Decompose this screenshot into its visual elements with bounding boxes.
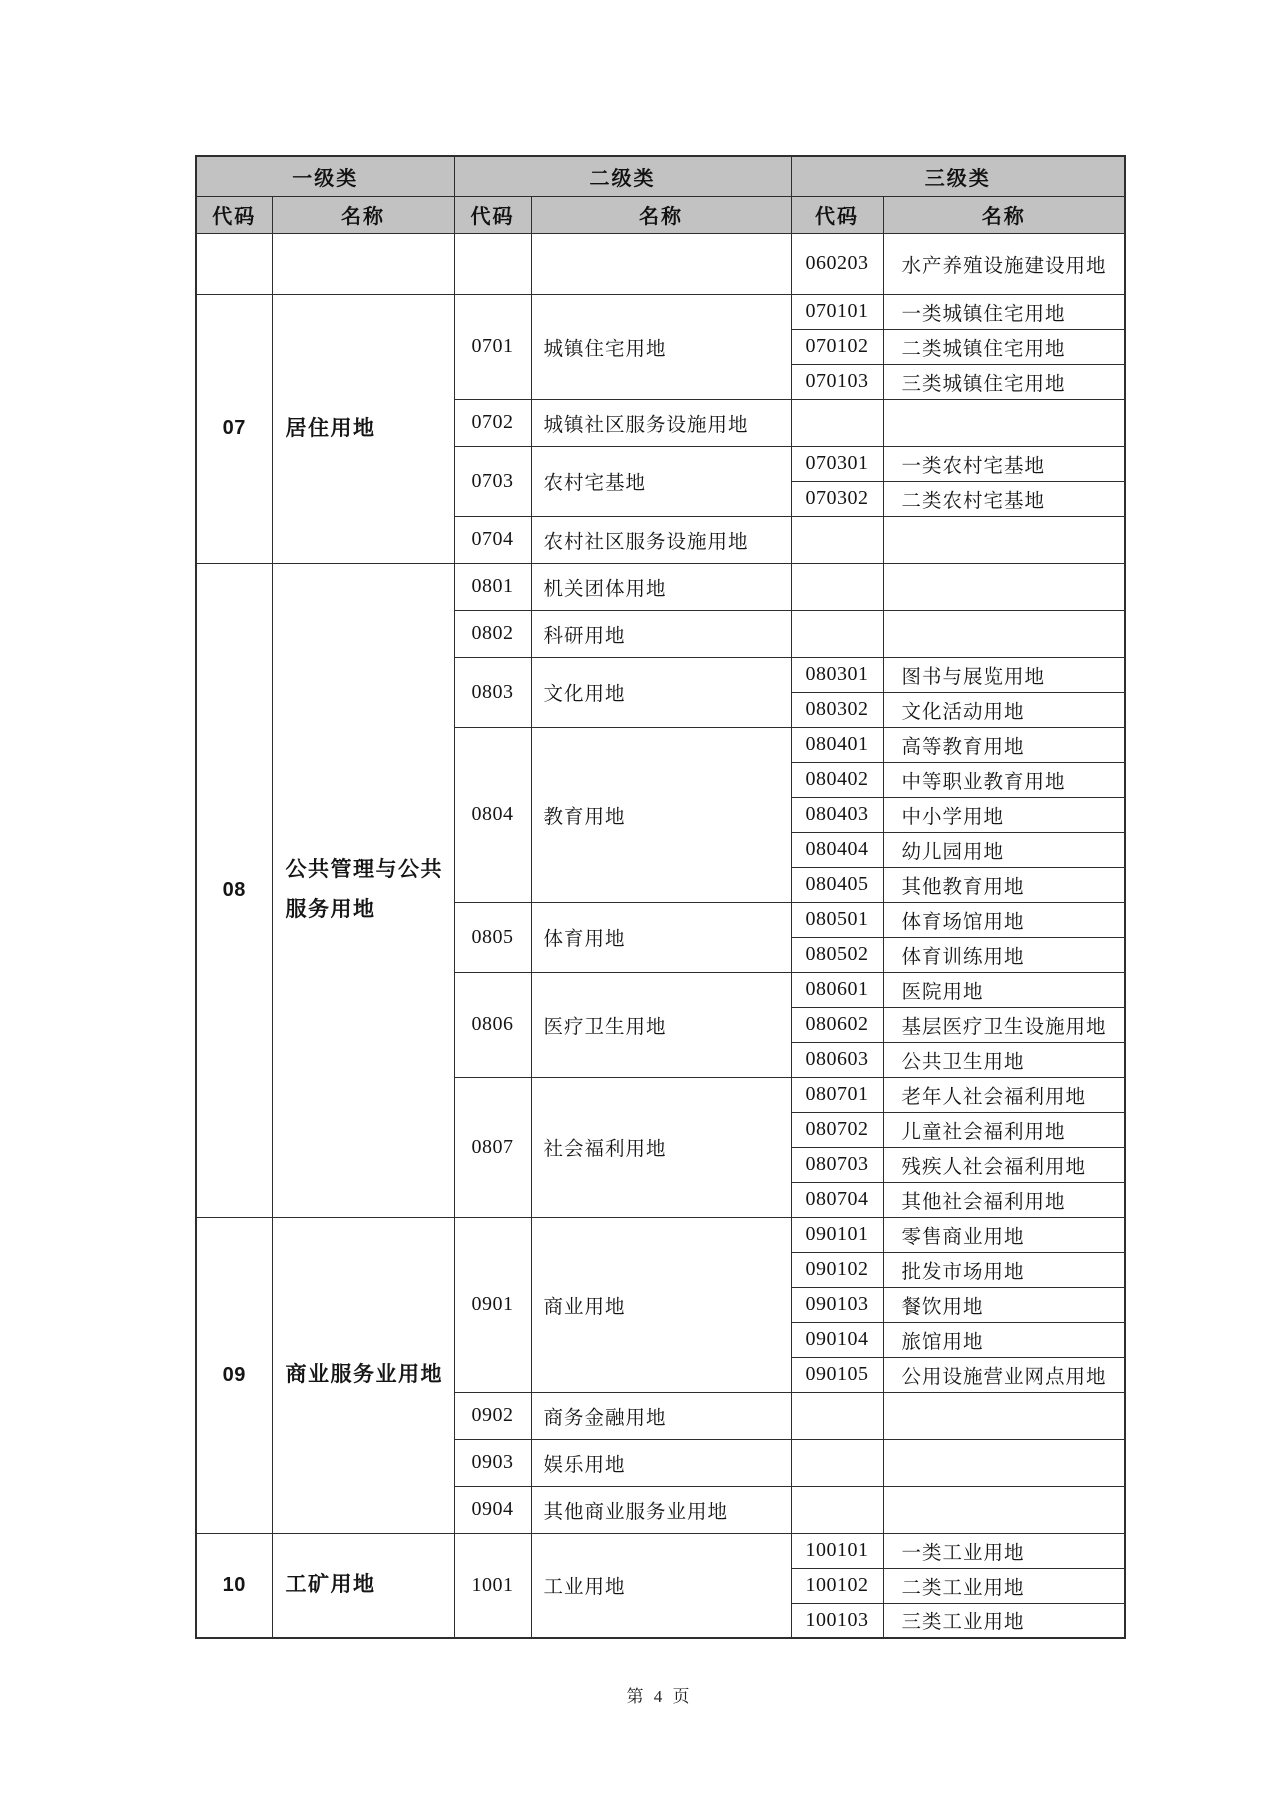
level3-name-cell: 一类工业用地 — [883, 1533, 1125, 1568]
level3-name-cell: 中等职业教育用地 — [883, 762, 1125, 797]
level3-code-cell: 080301 — [791, 657, 883, 692]
level3-name-cell — [883, 1486, 1125, 1533]
table-header — [196, 156, 1125, 233]
level3-code-cell: 090102 — [791, 1252, 883, 1287]
level2-name-cell: 教育用地 — [531, 727, 791, 902]
level2-code-cell: 0702 — [454, 399, 531, 446]
page-number: 第 4 页 — [626, 1687, 693, 1706]
level3-code-cell — [791, 399, 883, 446]
table-row — [196, 1533, 1125, 1568]
header-l3-code: 代码 — [791, 196, 883, 233]
table-row — [196, 563, 1125, 610]
level3-name-cell: 其他社会福利用地 — [883, 1182, 1125, 1217]
level3-name-cell — [883, 1439, 1125, 1486]
level3-code-cell: 080405 — [791, 867, 883, 902]
level3-code-cell: 080402 — [791, 762, 883, 797]
level3-name-cell: 医院用地 — [883, 972, 1125, 1007]
level3-code-cell: 100103 — [791, 1603, 883, 1638]
header-l2-name: 名称 — [531, 196, 791, 233]
level3-code-cell: 080601 — [791, 972, 883, 1007]
level3-code-cell: 100101 — [791, 1533, 883, 1568]
level2-name-cell: 工业用地 — [531, 1533, 791, 1638]
level3-code-cell: 070302 — [791, 481, 883, 516]
level2-name-cell: 商务金融用地 — [531, 1392, 791, 1439]
level3-name-cell: 三类城镇住宅用地 — [883, 364, 1125, 399]
level3-name-cell: 高等教育用地 — [883, 727, 1125, 762]
level3-name-cell: 零售商业用地 — [883, 1217, 1125, 1252]
level3-code-cell: 080602 — [791, 1007, 883, 1042]
level3-code-cell — [791, 1439, 883, 1486]
level2-code-cell: 0803 — [454, 657, 531, 727]
level3-code-cell — [791, 1392, 883, 1439]
level3-name-cell: 三类工业用地 — [883, 1603, 1125, 1638]
level3-code-cell: 090103 — [791, 1287, 883, 1322]
level2-code-cell — [454, 233, 531, 294]
level3-code-cell: 080704 — [791, 1182, 883, 1217]
level2-name-cell: 体育用地 — [531, 902, 791, 972]
level3-code-cell: 080603 — [791, 1042, 883, 1077]
level2-code-cell: 0806 — [454, 972, 531, 1077]
level2-name-cell: 商业用地 — [531, 1217, 791, 1392]
level2-name-cell: 机关团体用地 — [531, 563, 791, 610]
table-row — [196, 1217, 1125, 1252]
level3-name-cell: 二类农村宅基地 — [883, 481, 1125, 516]
level2-name-cell: 社会福利用地 — [531, 1077, 791, 1217]
level3-code-cell — [791, 563, 883, 610]
level2-code-cell: 0802 — [454, 610, 531, 657]
header-level2: 二级类 — [454, 156, 791, 196]
level3-code-cell — [791, 516, 883, 563]
level3-code-cell — [791, 610, 883, 657]
level1-code-cell: 08 — [196, 563, 272, 1217]
level3-name-cell: 旅馆用地 — [883, 1322, 1125, 1357]
header-level1: 一级类 — [196, 156, 454, 196]
level3-code-cell: 080702 — [791, 1112, 883, 1147]
level1-name-cell: 商业服务业用地 — [272, 1217, 454, 1533]
table-row — [196, 233, 1125, 294]
level3-name-cell — [883, 610, 1125, 657]
level3-code-cell: 080701 — [791, 1077, 883, 1112]
level3-name-cell: 一类农村宅基地 — [883, 446, 1125, 481]
level3-name-cell: 体育训练用地 — [883, 937, 1125, 972]
level3-name-cell — [883, 563, 1125, 610]
level2-name-cell: 农村宅基地 — [531, 446, 791, 516]
level2-code-cell: 0703 — [454, 446, 531, 516]
land-use-classification-table — [195, 155, 1126, 1639]
level3-name-cell: 其他教育用地 — [883, 867, 1125, 902]
level3-name-cell: 儿童社会福利用地 — [883, 1112, 1125, 1147]
level3-name-cell: 残疾人社会福利用地 — [883, 1147, 1125, 1182]
level3-code-cell: 070102 — [791, 329, 883, 364]
level3-name-cell: 公共卫生用地 — [883, 1042, 1125, 1077]
level3-code-cell: 080302 — [791, 692, 883, 727]
header-l2-code: 代码 — [454, 196, 531, 233]
level2-name-cell: 娱乐用地 — [531, 1439, 791, 1486]
level2-code-cell: 0901 — [454, 1217, 531, 1392]
level2-name-cell — [531, 233, 791, 294]
level3-name-cell: 老年人社会福利用地 — [883, 1077, 1125, 1112]
header-l3-name: 名称 — [883, 196, 1125, 233]
level3-name-cell: 二类工业用地 — [883, 1568, 1125, 1603]
table-header-row-fields — [196, 196, 1125, 233]
level3-code-cell: 090104 — [791, 1322, 883, 1357]
level2-code-cell: 0902 — [454, 1392, 531, 1439]
level3-name-cell: 公用设施营业网点用地 — [883, 1357, 1125, 1392]
level3-name-cell: 二类城镇住宅用地 — [883, 329, 1125, 364]
table-header-row-levels — [196, 156, 1125, 196]
level3-name-cell — [883, 399, 1125, 446]
level3-code-cell: 090105 — [791, 1357, 883, 1392]
level2-code-cell: 0903 — [454, 1439, 531, 1486]
level1-code-cell: 07 — [196, 294, 272, 563]
level3-name-cell — [883, 516, 1125, 563]
level2-name-cell: 文化用地 — [531, 657, 791, 727]
level3-name-cell: 基层医疗卫生设施用地 — [883, 1007, 1125, 1042]
level3-code-cell: 070101 — [791, 294, 883, 329]
level3-name-cell: 一类城镇住宅用地 — [883, 294, 1125, 329]
level2-code-cell: 0801 — [454, 563, 531, 610]
level2-name-cell: 农村社区服务设施用地 — [531, 516, 791, 563]
level3-code-cell — [791, 1486, 883, 1533]
level1-name-cell: 公共管理与公共服务用地 — [272, 563, 454, 1217]
level2-code-cell: 0805 — [454, 902, 531, 972]
level3-name-cell: 水产养殖设施建设用地 — [883, 233, 1125, 294]
header-l1-name: 名称 — [272, 196, 454, 233]
level1-name-cell: 居住用地 — [272, 294, 454, 563]
header-l1-code: 代码 — [196, 196, 272, 233]
level3-name-cell: 餐饮用地 — [883, 1287, 1125, 1322]
level3-code-cell: 080501 — [791, 902, 883, 937]
level3-code-cell: 100102 — [791, 1568, 883, 1603]
level2-code-cell: 1001 — [454, 1533, 531, 1638]
header-level3: 三级类 — [791, 156, 1125, 196]
level3-name-cell: 幼儿园用地 — [883, 832, 1125, 867]
level3-code-cell: 080404 — [791, 832, 883, 867]
level3-name-cell: 体育场馆用地 — [883, 902, 1125, 937]
level3-code-cell: 060203 — [791, 233, 883, 294]
level3-code-cell: 090101 — [791, 1217, 883, 1252]
level3-name-cell: 图书与展览用地 — [883, 657, 1125, 692]
level2-code-cell: 0804 — [454, 727, 531, 902]
level3-code-cell: 070103 — [791, 364, 883, 399]
level3-code-cell: 080401 — [791, 727, 883, 762]
level2-name-cell: 城镇社区服务设施用地 — [531, 399, 791, 446]
level2-code-cell: 0701 — [454, 294, 531, 399]
level3-name-cell: 批发市场用地 — [883, 1252, 1125, 1287]
level2-name-cell: 医疗卫生用地 — [531, 972, 791, 1077]
level2-code-cell: 0704 — [454, 516, 531, 563]
level1-code-cell: 09 — [196, 1217, 272, 1533]
level2-name-cell: 科研用地 — [531, 610, 791, 657]
level2-name-cell: 城镇住宅用地 — [531, 294, 791, 399]
level1-code-cell — [196, 233, 272, 294]
level3-code-cell: 080403 — [791, 797, 883, 832]
level2-code-cell: 0807 — [454, 1077, 531, 1217]
table-row — [196, 294, 1125, 329]
level2-name-cell: 其他商业服务业用地 — [531, 1486, 791, 1533]
level1-name-cell: 工矿用地 — [272, 1533, 454, 1638]
level1-name-cell — [272, 233, 454, 294]
level3-name-cell: 文化活动用地 — [883, 692, 1125, 727]
level3-name-cell — [883, 1392, 1125, 1439]
level2-code-cell: 0904 — [454, 1486, 531, 1533]
level1-code-cell: 10 — [196, 1533, 272, 1638]
table-body — [196, 233, 1125, 1638]
level3-code-cell: 080502 — [791, 937, 883, 972]
level3-code-cell: 080703 — [791, 1147, 883, 1182]
level3-code-cell: 070301 — [791, 446, 883, 481]
level3-name-cell: 中小学用地 — [883, 797, 1125, 832]
